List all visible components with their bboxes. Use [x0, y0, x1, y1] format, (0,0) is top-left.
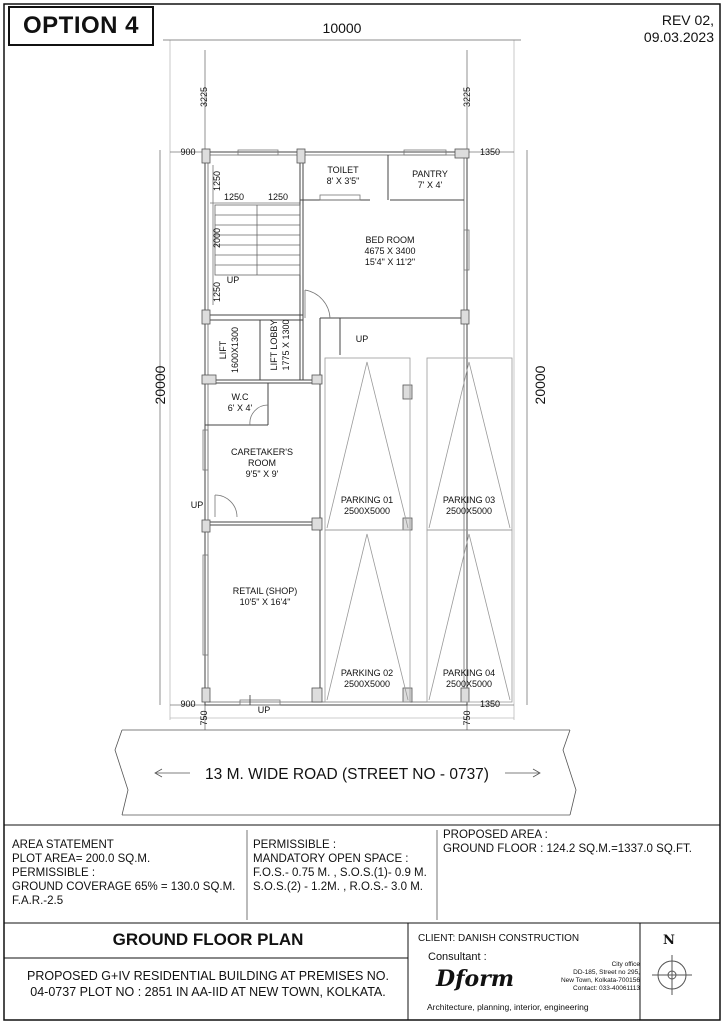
dim-plot-depth-right: 20000 — [532, 365, 548, 405]
lift-name: LIFT — [218, 340, 228, 360]
dim-plot-depth-left: 20000 — [152, 365, 168, 405]
dimension-lines — [160, 40, 527, 730]
ground-coverage: GROUND COVERAGE 65% = 130.0 SQ.M. — [12, 881, 236, 893]
dim-stair-b: 1250 — [223, 192, 245, 202]
pantry-name: PANTRY — [412, 169, 448, 179]
wc-name: W.C — [231, 392, 249, 402]
dim-stair-2000: 2000 — [212, 227, 222, 249]
open-space-subheading: MANDATORY OPEN SPACE : — [253, 853, 409, 865]
up-label-caretaker: UP — [190, 500, 204, 510]
proposed-area — [443, 828, 692, 856]
dim-side-right: 1350 — [479, 147, 501, 157]
drawing-title: GROUND FLOOR PLAN — [112, 930, 304, 949]
bedroom-size-mm: 4675 X 3400 — [364, 246, 416, 256]
caretaker-name: CARETAKER'S — [230, 447, 294, 457]
parking-04-name: PARKING 04 — [442, 668, 496, 678]
parking-04-size: 2500X5000 — [445, 679, 493, 689]
office-line-3: New Town, Kolkata-700156 — [560, 977, 640, 984]
toilet-size: 8' X 3'5" — [326, 176, 360, 186]
dim-setback-right: 3225 — [462, 86, 472, 108]
parking-02-name: PARKING 02 — [340, 668, 394, 678]
retail-size: 10'5" X 16'4" — [239, 597, 291, 607]
pantry-size: 7' X 4' — [417, 180, 443, 190]
client-name: CLIENT: DANISH CONSTRUCTION — [418, 933, 580, 944]
parking-bays — [325, 358, 512, 702]
description-line-1: PROPOSED G+IV RESIDENTIAL BUILDING AT PREMISES NO. — [26, 969, 389, 983]
caretaker-size: 9'5" X 9' — [245, 469, 279, 479]
project-description — [8, 968, 408, 1000]
lift-lobby-name: LIFT LOBBY — [269, 319, 279, 371]
parking-03-size: 2500X5000 — [445, 506, 493, 516]
proposed-ground-floor: GROUND FLOOR : 124.2 SQ.M.=1337.0 SQ.FT. — [443, 843, 692, 855]
windows — [203, 150, 469, 705]
office-line-2: DD-185, Street no 295, — [573, 969, 640, 976]
caretaker-name-2: ROOM — [248, 458, 276, 468]
dim-setback-left: 3225 — [199, 86, 209, 108]
open-space-heading: PERMISSIBLE : — [253, 839, 337, 851]
office-line-1: City office — [611, 961, 640, 968]
lift-size: 1600X1300 — [230, 326, 240, 374]
dim-side-left: 900 — [180, 147, 196, 157]
dim-stair-c: 1250 — [267, 192, 289, 202]
revision-block — [644, 12, 714, 46]
description-line-2: 04-0737 PLOT NO : 2851 IN AA-IID AT NEW TOWN, KOLKATA. — [30, 985, 386, 999]
wc-size: 6' X 4' — [227, 403, 253, 413]
dim-stair-d: 1250 — [212, 281, 222, 303]
parking-01-size: 2500X5000 — [343, 506, 391, 516]
road-label: 13 M. WIDE ROAD (STREET NO - 0737) — [205, 766, 489, 783]
dim-road-right: 750 — [462, 710, 472, 726]
area-heading: AREA STATEMENT — [12, 839, 114, 851]
staircase — [215, 205, 300, 275]
parking-01-name: PARKING 01 — [340, 495, 394, 505]
bedroom-size-ft: 15'4" X 11'2" — [364, 257, 416, 267]
toilet-name: TOILET — [327, 165, 359, 175]
consultant-tagline: Architecture, planning, interior, engineering — [427, 1002, 589, 1012]
up-label-stair: UP — [226, 275, 240, 285]
open-space-line-2: S.O.S.(2) - 1.2M. , R.O.S.- 3.0 M. — [253, 881, 423, 893]
north-arrow-label: N — [663, 933, 675, 948]
open-space-line-1: F.O.S.- 0.75 M. , S.O.S.(1)- 0.9 M. — [253, 867, 427, 879]
lift-lobby-size: 1775 X 1300 — [281, 319, 291, 371]
permissible-label: PERMISSIBLE : — [12, 867, 96, 879]
bedroom-name: BED ROOM — [365, 235, 415, 245]
up-label-entry: UP — [257, 705, 271, 715]
open-space-statement — [253, 838, 427, 894]
area-statement — [12, 838, 235, 908]
plot-area: PLOT AREA= 200.0 SQ.M. — [12, 853, 151, 865]
retail-name: RETAIL (SHOP) — [232, 586, 298, 596]
road — [115, 695, 576, 815]
far-value: F.A.R.-2.5 — [12, 895, 64, 907]
consultant-label: Consultant : — [428, 951, 487, 963]
dimension-labels — [152, 20, 548, 726]
parking-03-name: PARKING 03 — [442, 495, 496, 505]
office-line-4: Contact: 033-40061113 — [573, 985, 640, 992]
dim-road-left: 750 — [199, 710, 209, 726]
parking-02-size: 2500X5000 — [343, 679, 391, 689]
revision-date: 09.03.2023 — [643, 29, 714, 45]
option-label: OPTION 4 — [8, 6, 154, 46]
up-label-lobby: UP — [355, 334, 369, 344]
dim-stair-a: 1250 — [212, 170, 222, 192]
dim-side-left-bottom: 900 — [180, 699, 196, 709]
consultant-logo: Dform — [436, 966, 515, 992]
revision-label: REV 02, — [661, 12, 714, 28]
dim-side-right-bottom: 1350 — [479, 699, 501, 709]
dim-plot-width: 10000 — [322, 20, 362, 36]
proposed-heading: PROPOSED AREA : — [443, 829, 548, 841]
office-address — [561, 961, 640, 993]
